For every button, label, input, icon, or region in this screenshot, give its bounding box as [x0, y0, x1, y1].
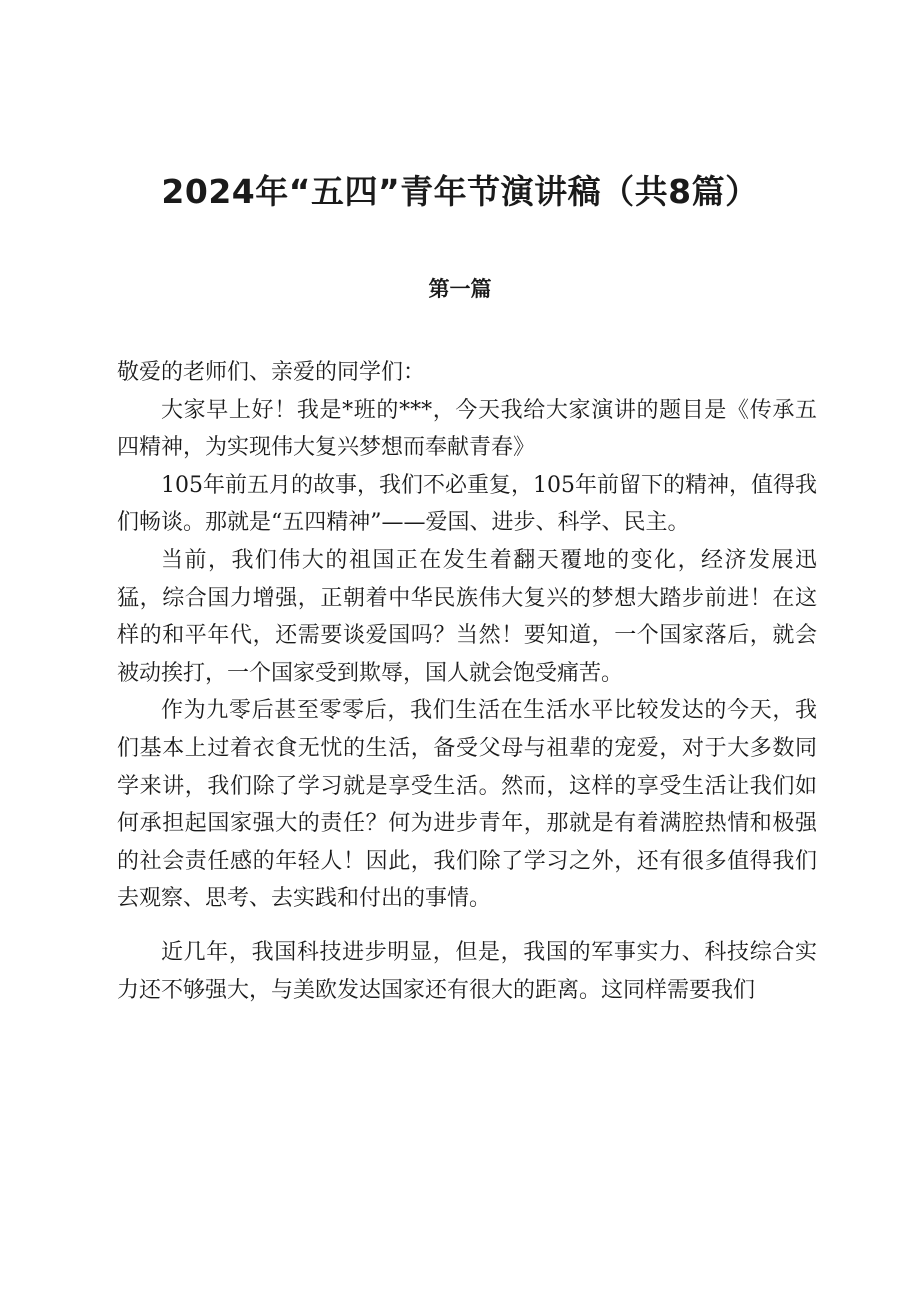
body-paragraph: 105年前五月的故事，我们不必重复，105年前留下的精神，值得我们畅谈。那就是“五四精神”——爱国、进步、科学、民主。 — [117, 472, 817, 536]
body-paragraph: 近几年，我国科技进步明显，但是，我国的军事实力、科技综合实力还不够强大，与美欧发达国家还有很大的距离。这同样需要我们 — [117, 939, 817, 1003]
body-paragraph: 作为九零后甚至零零后，我们生活在生活水平比较发达的今天，我们基本上过着衣食无忧的生活，备受父母与祖辈的宠爱，对于大多数同学来讲，我们除了学习就是享受生活。然而，这样的享受生活让我们如何承担起国家强大的责任？何为进步青年，那就是有着满腔热情和极强的社会责任感的年轻人！因此，我们除了学习之外，还有很多值得我们去观察、思考、去实践和付出的事情。 — [117, 698, 817, 912]
section-heading: 第一篇 — [428, 277, 492, 301]
body-paragraph: 大家早上好！我是*班的***，今天我给大家演讲的题目是《传承五四精神，为实现伟大复兴梦想而奉献青春》 — [117, 397, 817, 461]
document-body — [117, 354, 817, 1009]
body-paragraph: 当前，我们伟大的祖国正在发生着翻天覆地的变化，经济发展迅猛，综合国力增强，正朝着中华民族伟大复兴的梦想大踏步前进！在这样的和平年代，还需要谈爱国吗？当然！要知道，一个国家落后，就会被动挨打，一个国家受到欺辱，国人就会饱受痛苦。 — [117, 547, 817, 686]
document-title: 2024年“五四”青年节演讲稿（共8篇） — [161, 172, 759, 211]
salutation: 敬爱的老师们、亲爱的同学们： — [117, 360, 426, 385]
